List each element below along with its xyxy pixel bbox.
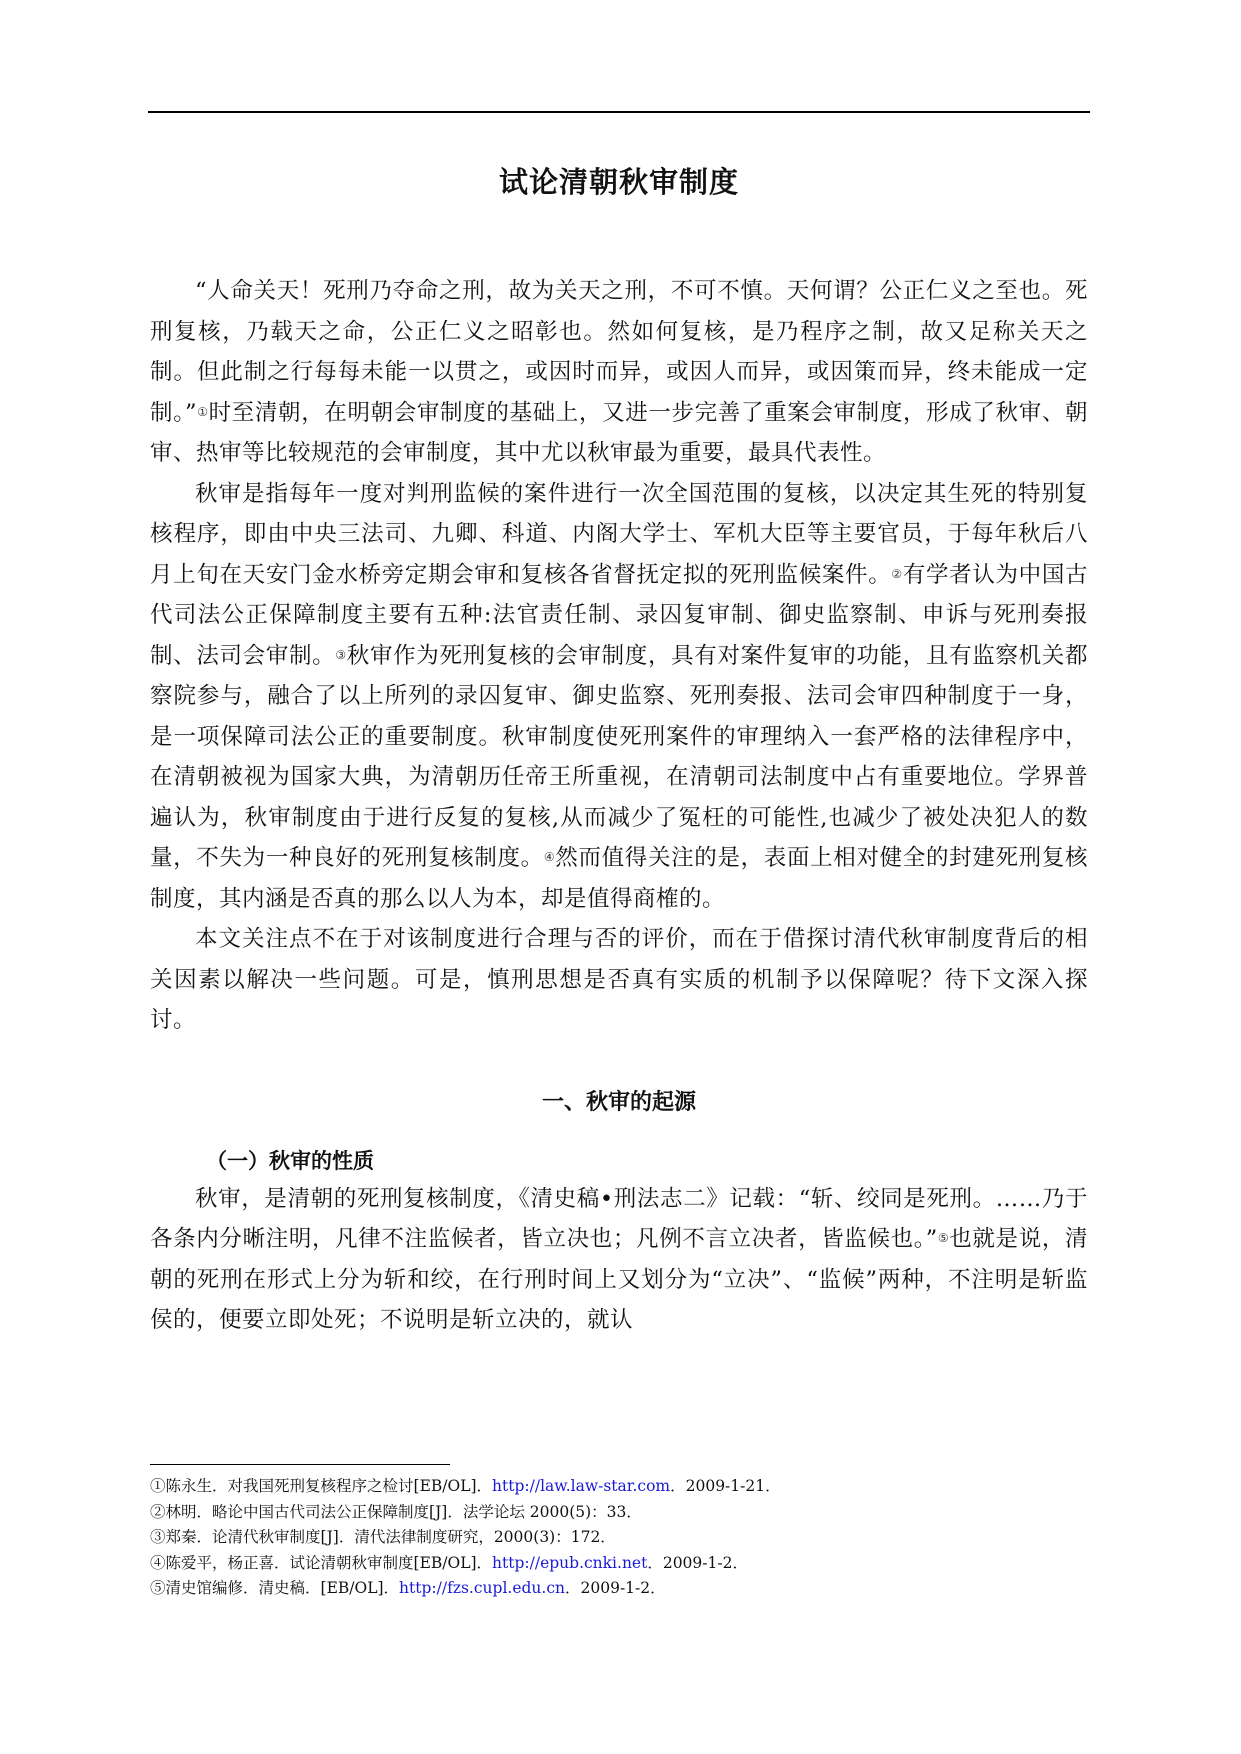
footnote-link[interactable]: http://epub.cnki.net <box>492 1553 648 1572</box>
footnote-date: ．2009-1-21． <box>670 1477 781 1495</box>
paragraph-2-text-b: 有学者认为中国古代司法公正保障制度主要有五种:法官责任制、录囚复审制、御史监察制、申诉与死刑奏报制、法司会审制。 <box>150 561 1088 669</box>
footnote-marker: ④ <box>150 1553 166 1572</box>
header-rule <box>148 111 1090 113</box>
page-title: 试论清朝秋审制度 <box>498 165 739 199</box>
paragraph-1 <box>150 271 1088 474</box>
paragraph-1-text-a: “人命关天！死刑乃夺命之刑，故为关天之刑，不可不慎。天何谓？公正仁义之至也。死刑复核，乃载天之命，公正仁义之昭彰也。然如何复核，是乃程序之制，故又足称关天之制。但此制之行每每未能一以贯之，或因时而异，或因人而异，或因策而异，终未能成一定制。” <box>150 278 1088 426</box>
footnote-marker: ⑤ <box>150 1579 166 1597</box>
footnote-ref-5[interactable]: ⑤ <box>937 1231 950 1245</box>
paragraph-2-text-d: 然而值得关注的是，表面上相对健全的封建死刑复核制度，其内涵是否真的那么以人为本，却是值得商榷的。 <box>150 845 1088 912</box>
paragraph-3: 本文关注点不在于对该制度进行合理与否的评价，而在于借探讨清代秋审制度背后的相关因素以解决一些问题。可是，慎刑思想是否真有实质的机制予以保障呢？待下文深入探讨。 <box>150 926 1088 1033</box>
footnote-text: 清史馆编修．清史稿．[EB/OL]． <box>165 1579 400 1597</box>
paragraph-2 <box>150 474 1088 920</box>
footnotes <box>150 1474 1090 1602</box>
footnote-2 <box>150 1500 1090 1526</box>
footnote-marker: ③ <box>150 1528 166 1546</box>
paragraph-2-text-a: 秋审是指每年一度对判刑监候的案件进行一次全国范围的复核，以决定其生死的特别复核程序，即由中央三法司、九卿、科道、内阁大学士、军机大臣等主要官员，于每年秋后八月上旬在天安门金水桥旁定期会审和复核各省督抚定拟的死刑监候案件。 <box>150 480 1088 588</box>
paragraph-4-text-a: 秋审，是清朝的死刑复核制度，《清史稿•刑法志二》记载：“斩、绞同是死刑。……乃于各条内分晰注明，凡律不注监候者，皆立决也；凡例不言立决者，皆监候也。” <box>150 1185 1088 1252</box>
footnote-date: ．2009-1-2． <box>647 1553 748 1572</box>
paragraph-4 <box>150 1179 1088 1341</box>
footnote-text: 陈爱平，杨正喜．试论清朝秋审制度[EB/OL]． <box>165 1553 493 1572</box>
footnote-link[interactable]: http://law.law-star.com <box>492 1477 671 1495</box>
footnote-ref-2[interactable]: ② <box>891 566 903 581</box>
footnote-text: 陈永生．对我国死刑复核程序之检讨[EB/OL]． <box>165 1477 493 1495</box>
footnote-marker: ② <box>150 1502 166 1521</box>
footnote-text: 郑秦．论清代秋审制度[J]．清代法律制度研究，2000(3)：172． <box>165 1528 616 1546</box>
footnote-text: 林明．略论中国古代司法公正保障制度[J]．法学论坛 2000(5)：33． <box>165 1502 642 1521</box>
subsection-heading: （一）秋审的性质 <box>206 1148 374 1173</box>
body-text <box>150 271 1088 1341</box>
footnote-link[interactable]: http://fzs.cupl.edu.cn <box>399 1579 565 1597</box>
footnote-marker: ① <box>150 1477 166 1495</box>
footnote-date: ．2009-1-2． <box>565 1579 666 1597</box>
footnote-ref-3[interactable]: ③ <box>335 647 347 662</box>
footnote-4 <box>150 1551 1090 1577</box>
footnote-5 <box>150 1576 1090 1602</box>
paragraph-1-text-b: 时至清朝，在明朝会审制度的基础上，又进一步完善了重案会审制度，形成了秋审、朝审、热审等比较规范的会审制度，其中尤以秋审最为重要，最具代表性。 <box>150 399 1088 466</box>
section-heading: 一、秋审的起源 <box>541 1089 696 1115</box>
footnote-ref-4[interactable]: ④ <box>543 850 556 864</box>
paragraph-4-text-b: 也就是说，清朝的死刑在形式上分为斩和绞，在行刑时间上又划分为“立决”、“监候”两种，不注明是斩监侯的，便要立即处死；不说明是斩立决的，就认 <box>150 1226 1088 1333</box>
paragraph-2-text-c: 秋审作为死刑复核的会审制度，具有对案件复审的功能，且有监察机关都察院参与，融合了以上所列的录囚复审、御史监察、死刑奏报、法司会审四种制度于一身，是一项保障司法公正的重要制度。秋审制度使死刑案件的审理纳入一套严格的法律程序中，在清朝被视为国家大典，为清朝历任帝王所重视，在清朝司法制度中占有重要地位。学界普遍认为，秋审制度由于进行反复的复核,从而减少了冤枉的可能性,也减少了被处决犯人的数量，不失为一种良好的死刑复核制度。 <box>150 642 1088 871</box>
footnote-ref-1[interactable]: ① <box>197 404 209 419</box>
footnote-3 <box>150 1525 1090 1551</box>
footnote-separator <box>150 1464 450 1465</box>
footnote-1 <box>150 1474 1090 1500</box>
